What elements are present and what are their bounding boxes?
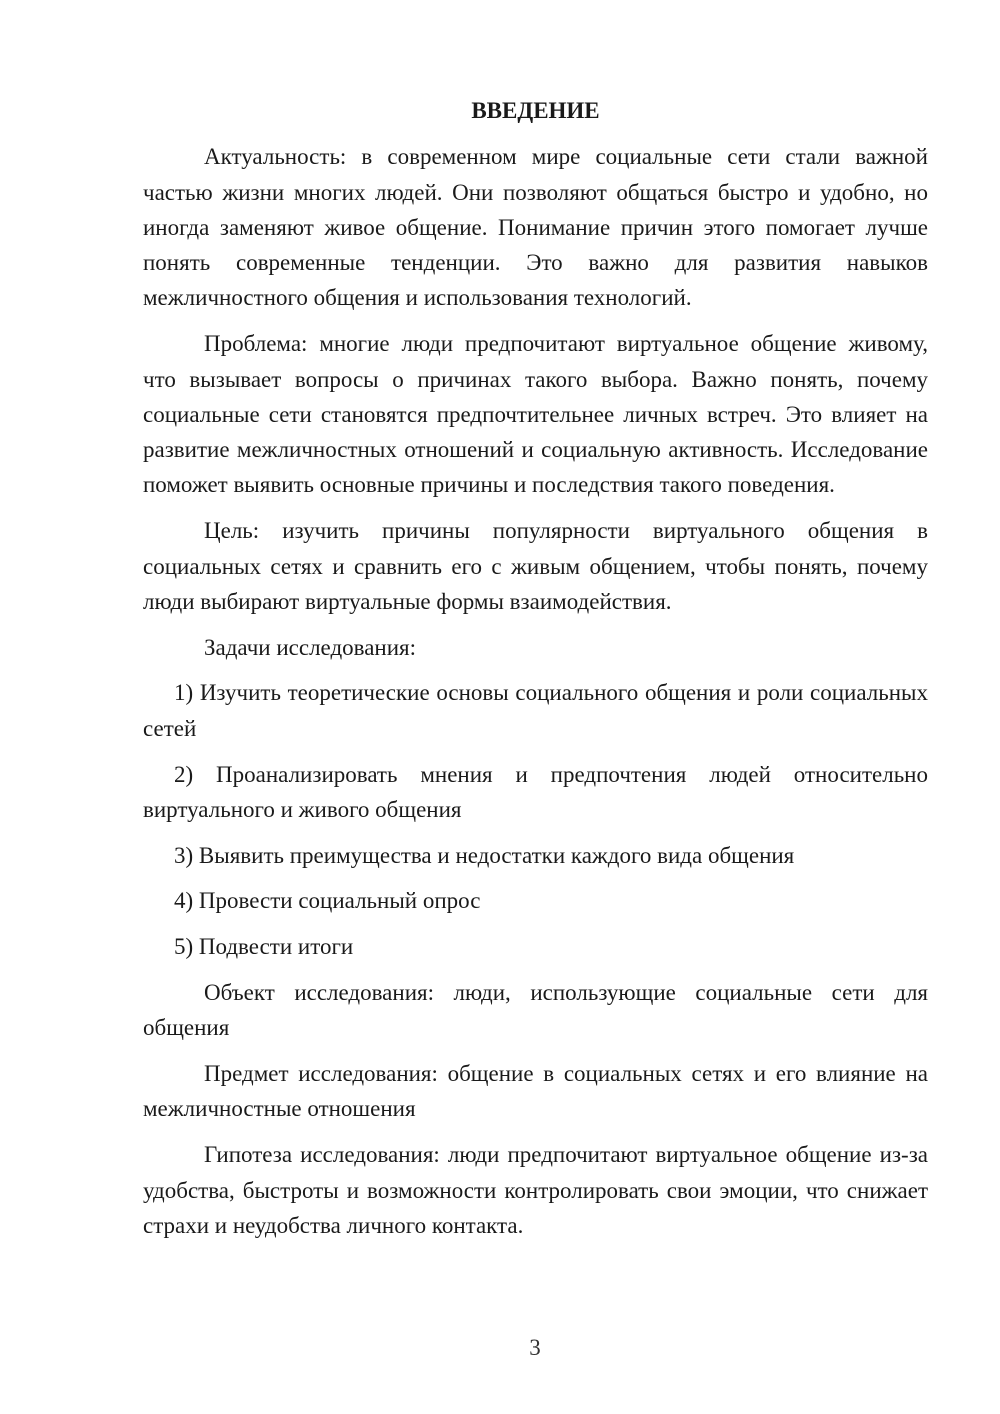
task-item: 4) Провести социальный опрос [174,888,481,914]
task-item: 5) Подвести итоги [174,934,354,960]
relevance-paragraph: Актуальность: в современном мире социальные сети стали важной частью жизни многих людей. Они позволяют общаться быстро и удобно, но иногда заменяют живое общение. Понимание причин этого помогает лучше понять современные тенденции. Это важно для развития навыков межличностного общения и использования технологий. [143,144,928,311]
task-item: 2) Проанализировать мнения и предпочтения людей относительно виртуального и живого общения [143,761,928,822]
goal-paragraph: Цель: изучить причины популярности виртуального общения в социальных сетях и сравнить его с живым общением, чтобы понять, почему люди выбирают виртуальные формы взаимодействия. [143,518,928,614]
page-number: 3 [529,1335,541,1360]
page-title: ВВЕДЕНИЕ [471,98,600,123]
object-paragraph: Объект исследования: люди, использующие социальные сети для общения [143,980,928,1041]
page-content [143,93,928,1254]
task-item: 1) Изучить теоретические основы социального общения и роли социальных сетей [143,680,928,741]
problem-paragraph: Проблема: многие люди предпочитают виртуальное общение живому, что вызывает вопросы о причинах такого выбора. Важно понять, почему социальные сети становятся предпочтительнее личных встреч. Это влияет на развитие межличностных отношений и социальную активность. Исследование поможет выявить основные причины и последствия такого поведения. [143,331,928,498]
tasks-heading: Задачи исследования: [204,634,417,660]
task-item: 3) Выявить преимущества и недостатки каждого вида общения [174,842,795,868]
hypothesis-paragraph: Гипотеза исследования: люди предпочитают виртуальное общение из-за удобства, быстроты и возможности контролировать свои эмоции, что снижает страхи и неудобства личного контакта. [143,1142,928,1238]
subject-paragraph: Предмет исследования: общение в социальных сетях и его влияние на межличностные отношения [143,1061,928,1122]
